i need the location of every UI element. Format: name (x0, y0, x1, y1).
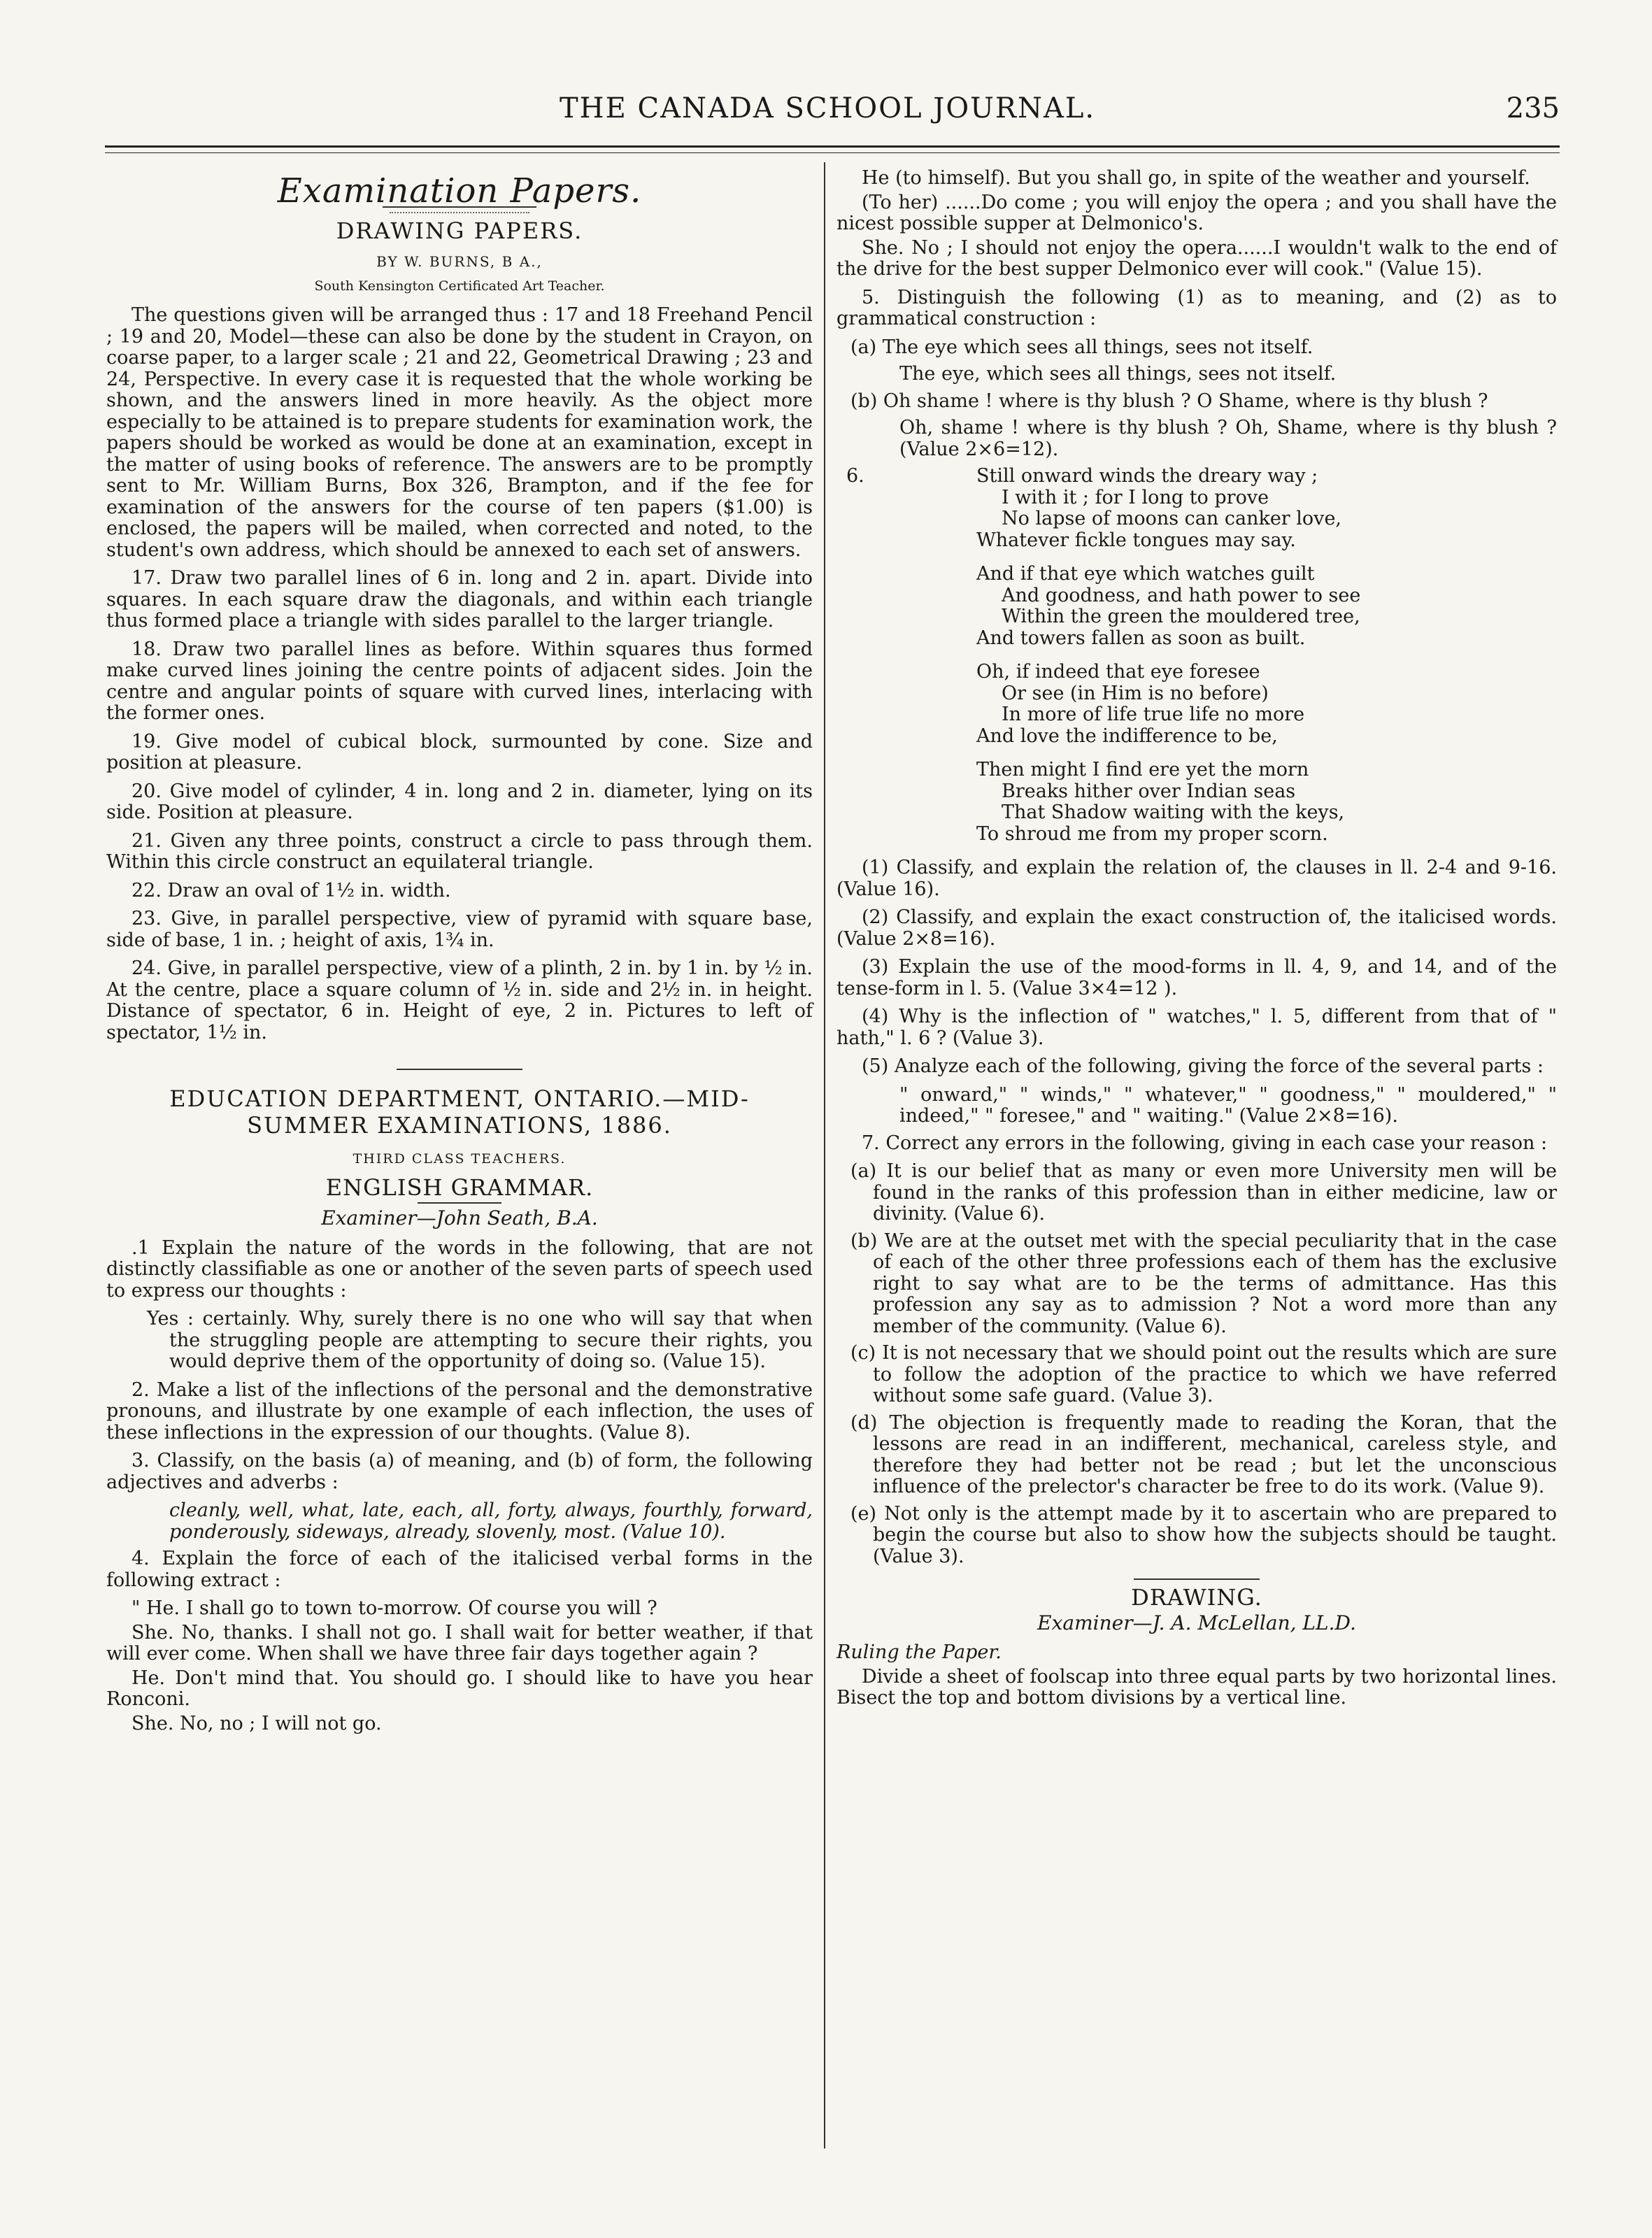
class-label: THIRD CLASS TEACHERS. (353, 1151, 567, 1167)
question-21: 21. Given any three points, construct a circle to pass through them. Within this circle construct an equilateral triangle. (106, 829, 813, 873)
poem-question-4: (4) Why is the inflection of " watches," l. 5, different from that of " hath," l. 6 ? (Value 3). (836, 1006, 1557, 1049)
grammar-question-3: 3. Classify, on the basis (a) of meaning, and (b) of form, the following adjectives and adverbs : (106, 1450, 813, 1493)
page-number: 235 (1506, 92, 1560, 124)
dialog-line-5: He (to himself). But you shall go, in spite of the weather and yourself. (862, 167, 1530, 189)
poem-line: And towers fallen as soon as built. (976, 627, 1306, 649)
poem-block (836, 466, 1557, 845)
grammar-question-5a-alt: The eye, which sees all things, sees not itself. (899, 363, 1337, 385)
department-title (106, 1085, 813, 1139)
header-rule-thin (105, 152, 1560, 153)
grammar-question-4: 4. Explain the force of each of the italicised verbal forms in the following extract : (106, 1548, 813, 1591)
grammar-question-7c: (c) It is not necessary that we should point out the results which are sure to follow the adoption of the practice to which we have referred without some safe guard. (Value 3). (850, 1342, 1557, 1406)
department-title-line-1: EDUCATION DEPARTMENT, ONTARIO.—MID- (169, 1085, 750, 1112)
dialog-line-2: She. No, thanks. I shall not go. I shall wait for better weather, if that will ever come. When shall we have three fair days together again ? (106, 1621, 813, 1665)
question-17: 17. Draw two parallel lines of 6 in. long and 2 in. apart. Divide into squares. In each square draw the diagonals, and within each triangle thus formed place a triangle with sides parallel to the larger triangle. (106, 567, 813, 632)
ruling-text: Divide a sheet of foolscap into three equal parts by two horizontal lines. Bisect the top and bottom divisions by a vertical line. (836, 1665, 1557, 1709)
section-title: Examination Papers. (277, 171, 642, 211)
poem-stanza-2 (836, 564, 1557, 649)
question-18: 18. Draw two parallel lines as before. Within squares thus formed make curved lines joining the centre points of adjacent sides. Join the centre and angular points of square with curved lines, interlacing with the former ones. (106, 638, 813, 724)
poem-stanza-3 (836, 662, 1557, 747)
section-dotted-rule (390, 212, 529, 213)
poem-line: No lapse of moons can canker love, (1002, 508, 1341, 529)
grammar-question-7: 7. Correct any errors in the following, giving in each case your reason : (862, 1132, 1548, 1154)
grammar-question-5a: (a) The eye which sees all things, sees not itself. (850, 336, 1313, 358)
drawing-intro: The questions given will be arranged thus : 17 and 18 Freehand Pencil ; 19 and 20, Model—these can also be done by the student in Crayon, on coarse paper, to a larger scale ; 21 and 22, Geometrical Drawing ; 23 and 24, Perspective. In every case it is requested that the whole working be shown, and the answers lined in more heavily. As the object more especially to be attained is to prepare students for examination work, the papers should be worked as would be done at an examination, except in the matter of using books of reference. The answers are to be promptly sent to Mr. William Burns, Box 326, Brampton, and if the fee for examination of the answers for the course of ten papers ($1.00) is enclosed, the papers will be mailed, when corrected and noted, to the student's own address, which should be annexed to each set of answers. (106, 304, 813, 561)
poem-line: Within the green the mouldered tree, (1002, 606, 1360, 627)
grammar-question-7a: (a) It is our belief that as many or even more University men will be found in the ranks of this profession than in either medicine, law or divinity. (Value 6). (850, 1160, 1557, 1225)
poem-line: And if that eye which watches guilt (976, 563, 1315, 585)
separator-rule (397, 1069, 522, 1070)
poem-question-5: (5) Analyze each of the following, giving the force of the several parts : (862, 1055, 1544, 1077)
poem-line: Then might I find ere yet the morn (976, 759, 1309, 781)
grammar-question-1-quote: Yes : certainly. Why, surely there is no one who will say that when the struggling people are attempting to secure their rights, you would deprive them of the opportunity of doing so. (Value 15). (147, 1308, 813, 1372)
ruling-heading: Ruling the Paper. (836, 1641, 1002, 1663)
poem-question-5-list: " onward," " winds," " whatever," " goodness," " mouldered," " indeed," " foresee," and " waiting." (Value 2×8=16). (899, 1083, 1557, 1127)
poem-question-3: (3) Explain the use of the mood-forms in ll. 4, 9, and 14, and of the tense-form in l. 5. (Value 3×4=12 ). (836, 956, 1557, 999)
subject-rule (418, 1202, 501, 1204)
grammar-question-3-list: cleanly, well, what, late, each, all, forty, always, fourthly, forward, ponderously, sideways, already, slovenly, most. (Value 10). (169, 1499, 813, 1543)
page-header (119, 92, 1560, 134)
poem-line: And love the indifference to be, (976, 725, 1278, 747)
question-22: 22. Draw an oval of 1½ in. width. (131, 879, 451, 901)
dialog-line-3: He. Don't mind that. You should go. I should like to have you hear Ronconi. (106, 1667, 813, 1710)
grammar-question-5: 5. Distinguish the following (1) as to meaning, and (2) as to grammatical construction : (836, 286, 1557, 329)
question-24: 24. Give, in parallel perspective, view of a plinth, 2 in. by 1 in. by ½ in. At the centre, place a square column of ½ in. side and 2½ in. in height. Distance of spectator, 6 in. Height of eye, 2 in. Pictures to left of spectator, 1½ in. (106, 957, 813, 1043)
dialog-line-4: She. No, no ; I will not go. (131, 1712, 382, 1734)
poem-line: Or see (in Him is no before) (1002, 682, 1269, 704)
header-rule (105, 145, 1560, 148)
dialog-line-1: " He. I shall go to town to-morrow. Of course you will ? (131, 1597, 657, 1619)
grammar-question-6-number: 6. (846, 465, 864, 487)
question-20: 20. Give model of cylinder, 4 in. long and 2 in. diameter, lying on its side. Position at pleasure. (106, 780, 813, 823)
drawing-papers-title: DRAWING PAPERS. (336, 217, 583, 244)
right-column (836, 168, 1557, 1716)
poem-line: I with it ; for I long to prove (1002, 486, 1269, 508)
grammar-question-2: 2. Make a list of the inflections of the personal and the demonstrative pronouns, and illustrate by one example of each inflection, the uses of these inflections in the expression of our thoughts. (Value 8). (106, 1378, 813, 1444)
poem-line: Breaks hither over Indian seas (1002, 780, 1296, 802)
grammar-question-5b-alt: Oh, shame ! where is thy blush ? Oh, Shame, where is thy blush ? (Value 2×6=12). (899, 417, 1557, 460)
left-column (106, 168, 813, 1737)
poem-line: That Shadow waiting with the keys, (1002, 801, 1345, 823)
poem-line: Oh, if indeed that eye foresee (976, 661, 1260, 683)
poem-question-2: (2) Classify, and explain the exact construction of, the italicised words. (Value 2×8=16). (836, 906, 1557, 950)
poem-line: And goodness, and hath power to see (1002, 584, 1361, 606)
subject-title: ENGLISH GRAMMAR. (325, 1174, 594, 1201)
grammar-question-5b: (b) Oh shame ! where is thy blush ? O Shame, where is thy blush ? (850, 390, 1488, 412)
poem-line: In more of life true life no more (1002, 704, 1305, 725)
dialog-line-7: She. No ; I should not enjoy the opera......I wouldn't walk to the end of the drive for the best supper Delmonico ever will cook." (Value 15). (836, 236, 1557, 280)
byline-affiliation: South Kensington Certificated Art Teacher. (314, 278, 605, 294)
grammar-question-1: .1 Explain the nature of the words in the following, that are not distinctly classifiable as one or another of the seven parts of speech used to express our thoughts : (106, 1236, 813, 1302)
drawing-title: DRAWING. (1131, 1584, 1262, 1611)
column-divider (824, 162, 825, 2148)
poem-line: To shroud me from my proper scorn. (976, 822, 1328, 845)
grammar-question-7e: (e) Not only is the attempt made by it to ascertain who are prepared to begin the course but also to show how the subjects should be taught. (Value 3). (850, 1502, 1557, 1567)
poem-line: Still onward winds the dreary way ; (976, 465, 1318, 487)
poem-line: Whatever fickle tongues may say. (976, 529, 1296, 551)
question-23: 23. Give, in parallel perspective, view of pyramid with square base, side of base, 1 in. ; height of axis, 1¾ in. (106, 908, 813, 951)
examiner-line: Examiner—John Seath, B.A. (321, 1206, 598, 1230)
byline: BY W. BURNS, B A., (376, 253, 543, 270)
grammar-question-7b: (b) We are at the outset met with the special peculiarity that in the case of each of the other three professions each of them has the exclusive right to say what are to be the terms of admittance. Has this profession any say as to admission ? Not a word more than any member of the community. (Value 6). (850, 1230, 1557, 1337)
poem-question-1: (1) Classify, and explain the relation of, the clauses in ll. 2-4 and 9-16. (Value 16). (836, 857, 1557, 900)
grammar-question-7d: (d) The objection is frequently made to reading the Koran, that the lessons are read in an indifferent, mechanical, careless style, and therefore they had better not be read ; but let the unconscious influence of the prelector's character be free to do its work. (Value 9). (850, 1411, 1557, 1497)
journal-title: THE CANADA SCHOOL JOURNAL. (560, 92, 1096, 124)
department-title-line-2: SUMMER EXAMINATIONS, 1886. (247, 1112, 672, 1139)
question-19: 19. Give model of cubical block, surmounted by cone. Size and position at pleasure. (106, 730, 813, 774)
dialog-line-6: (To her) ......Do come ; you will enjoy the opera ; and you shall have the nicest possible supper at Delmonico's. (836, 191, 1557, 234)
separator-rule (1134, 1578, 1260, 1580)
poem-stanza-1 (836, 466, 1557, 551)
poem-stanza-4 (836, 760, 1557, 845)
drawing-examiner: Examiner—J. A. McLellan, LL.D. (1037, 1611, 1356, 1634)
